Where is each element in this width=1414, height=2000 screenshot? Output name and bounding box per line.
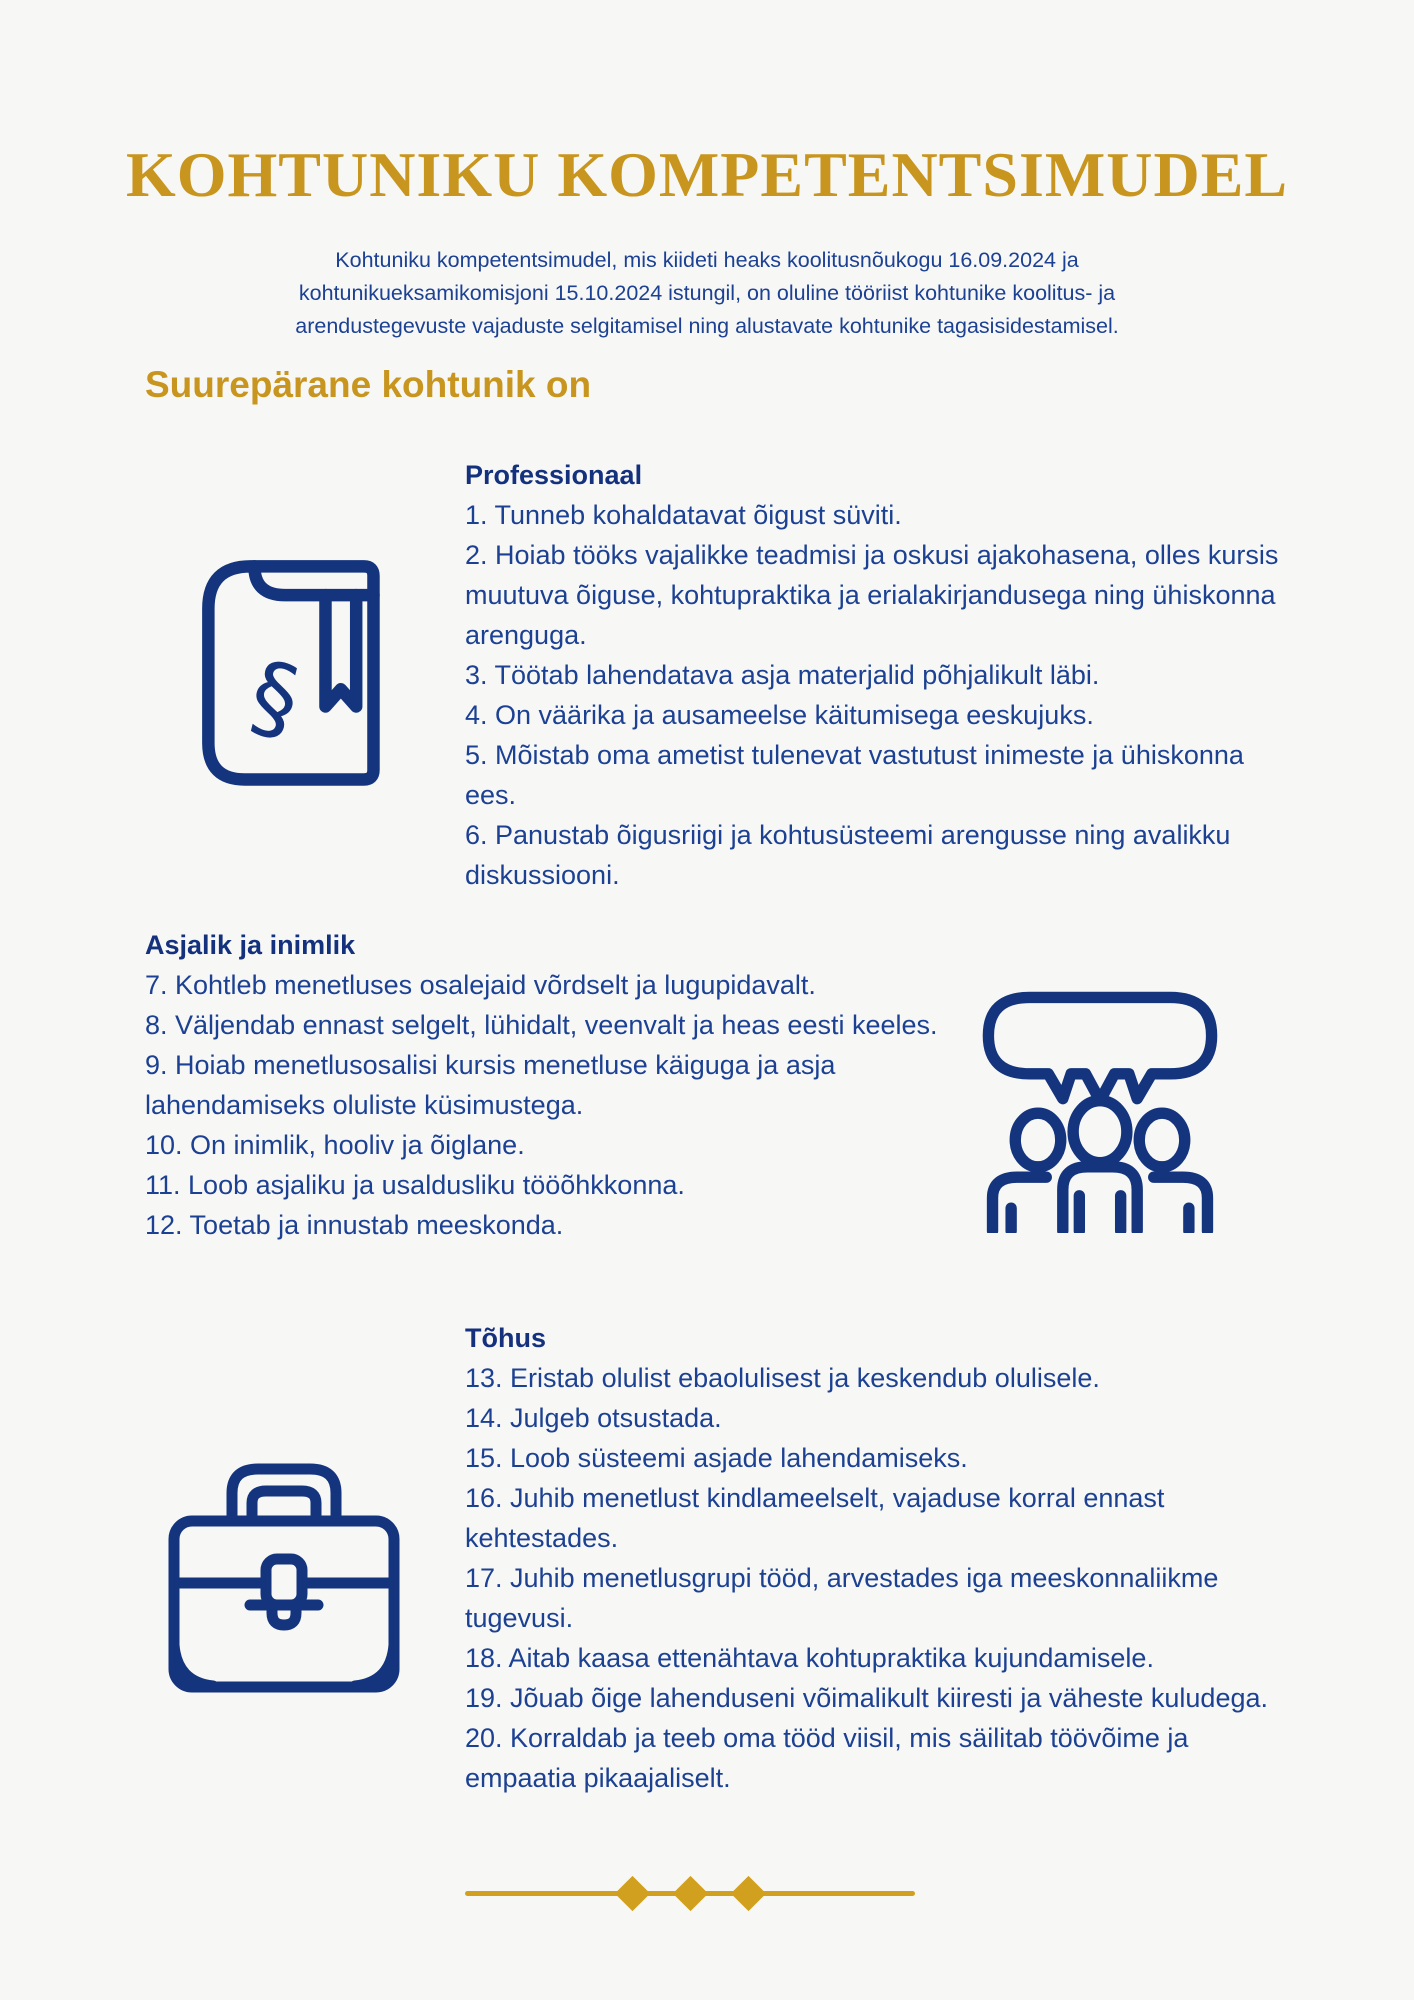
list-item: 2. Hoiab tööks vajalikke teadmisi ja oskusi ajakohasena, olles kursis muutuva õiguse, kohtupraktika ja erialakirjandusega ning ühiskonna arenguga. xyxy=(465,540,1279,650)
briefcase-icon xyxy=(164,1453,404,1693)
section-professionaal xyxy=(465,455,1297,895)
diamond-icon xyxy=(614,1875,649,1910)
section-heading: Asjalik ja inimlik xyxy=(145,930,356,960)
list-item: 8. Väljendab ennast selgelt, lühidalt, veenvalt ja heas eesti keeles. xyxy=(145,1010,938,1040)
divider xyxy=(465,1878,915,1908)
section-tohus xyxy=(465,1318,1297,1798)
list-item: 15. Loob süsteemi asjade lahendamiseks. xyxy=(465,1443,968,1473)
list-item: 1. Tunneb kohaldatavat õigust süviti. xyxy=(465,500,902,530)
list-item: 4. On väärika ja ausameelse käitumisega eeskujuks. xyxy=(465,700,1094,730)
page-title: KOHTUNIKU KOMPETENTSIMUDEL xyxy=(125,139,1289,210)
list-item: 20. Korraldab ja teeb oma tööd viisil, mis säilitab töövõime ja empaatia pikaajaliselt. xyxy=(465,1723,1189,1793)
list-item: 19. Jõuab õige lahenduseni võimalikult kiiresti ja väheste kuludega. xyxy=(465,1683,1268,1713)
diamond-icon xyxy=(730,1875,765,1910)
list-item: 3. Töötab lahendatava asja materjalid põhjalikult läbi. xyxy=(465,660,1100,690)
list-item: 13. Eristab olulist ebaolulisest ja keskendub olulisele. xyxy=(465,1363,1100,1393)
diamond-icon xyxy=(672,1875,707,1910)
section-asjalik-ja-inimlik xyxy=(145,925,945,1245)
list-item: 10. On inimlik, hooliv ja õiglane. xyxy=(145,1130,525,1160)
list-item: 12. Toetab ja innustab meeskonda. xyxy=(145,1210,564,1240)
intro-text: Kohtuniku kompetentsimudel, mis kiideti heaks koolitusnõukogu 16.09.2024 ja kohtunikueksamikomisjoni 15.10.2024 istungil, on oluline tööriist kohtunike koolitus- ja arendustegevuste vajaduste selgitamisel ning alustavate kohtunike tagasisidestamisel. xyxy=(295,248,1119,338)
list-item: 6. Panustab õigusriigi ja kohtusüsteemi arengusse ning avalikku diskussiooni. xyxy=(465,820,1231,890)
list-item: 18. Aitab kaasa ettenähtava kohtupraktika kujundamisele. xyxy=(465,1643,1154,1673)
list-item: 11. Loob asjaliku ja usaldusliku tööõhkkonna. xyxy=(145,1170,685,1200)
list-item: 9. Hoiab menetlusosalisi kursis menetluse käiguga ja asja lahendamiseks oluliste küsimustega. xyxy=(145,1050,836,1120)
list-item: 5. Mõistab oma ametist tulenevat vastutust inimeste ja ühiskonna ees. xyxy=(465,740,1244,810)
svg-text:§: § xyxy=(239,639,311,756)
list-item: 7. Kohtleb menetluses osalejaid võrdselt ja lugupidavalt. xyxy=(145,970,816,1000)
list-item: 17. Juhib menetlusgrupi tööd, arvestades iga meeskonnaliikme tugevusi. xyxy=(465,1563,1219,1633)
list-item: 16. Juhib menetlust kindlameelselt, vajaduse korral ennast kehtestades. xyxy=(465,1483,1165,1553)
list-item: 14. Julgeb otsustada. xyxy=(465,1403,722,1433)
law-book-icon xyxy=(193,550,385,792)
people-discussion-icon xyxy=(976,985,1224,1233)
section-heading: Professionaal xyxy=(465,460,643,490)
section-heading: Tõhus xyxy=(465,1323,546,1353)
page-subtitle: Suurepärane kohtunik on xyxy=(145,364,592,405)
